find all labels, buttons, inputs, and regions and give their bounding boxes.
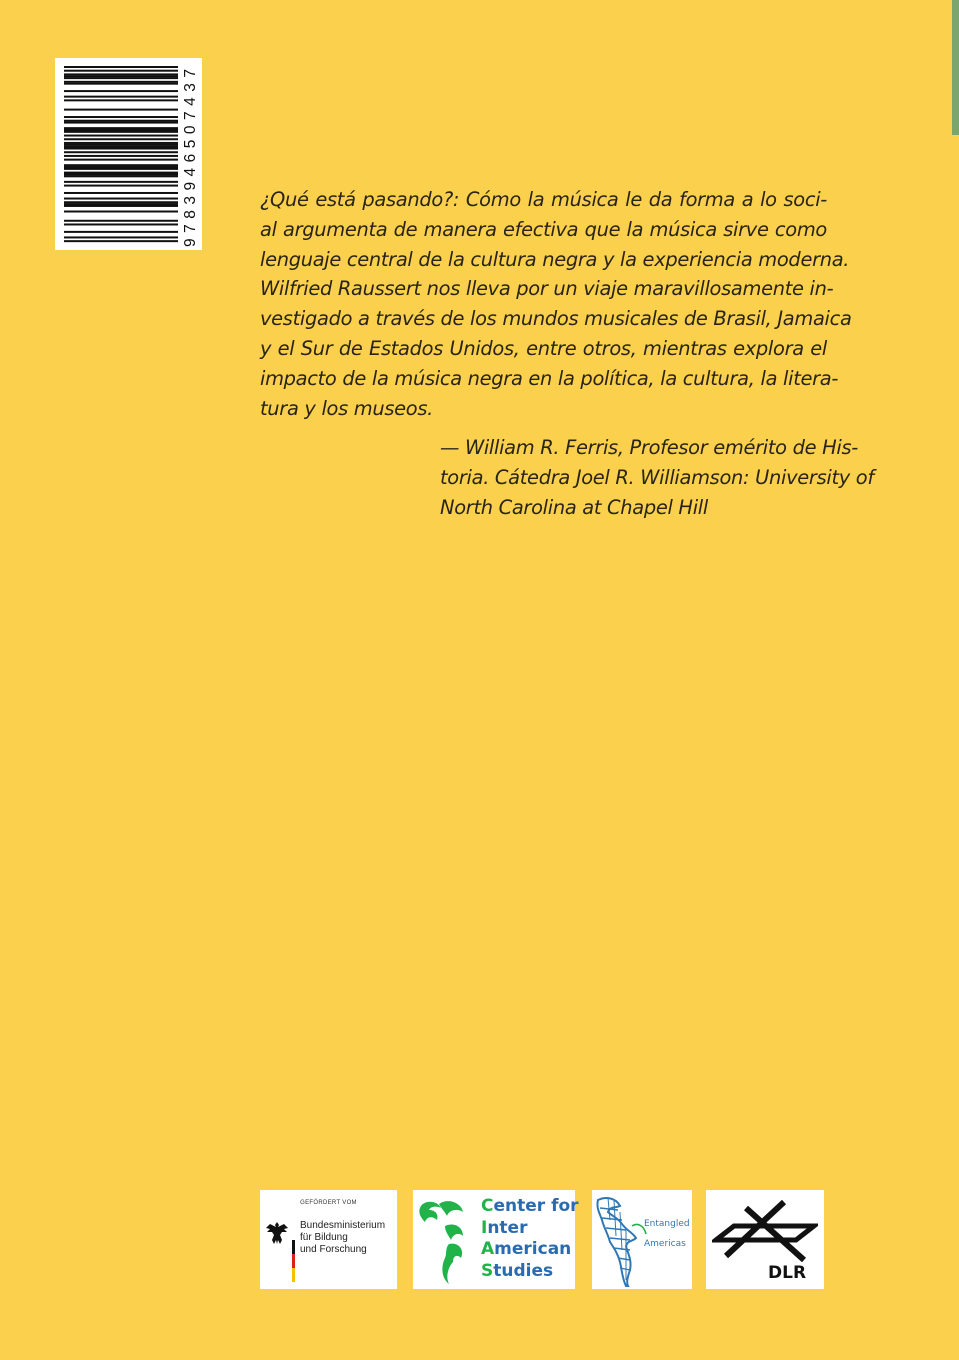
entangled-americas-logo (592, 1190, 692, 1289)
barcode-bar (64, 181, 178, 183)
barcode-bar (64, 159, 178, 161)
barcode-bar (64, 205, 178, 207)
barcode-bar (64, 164, 178, 166)
barcode-bar (64, 116, 178, 118)
barcode-bar (64, 172, 178, 174)
barcode-bar (64, 96, 178, 98)
spine-edge-tab (952, 0, 959, 135)
barcode-bar (64, 142, 178, 144)
cias-name-line (481, 1196, 579, 1218)
barcode-bar (64, 66, 178, 68)
attribution-line: toria. Cátedra Joel R. Williamson: University of (440, 465, 874, 489)
barcode-bar (64, 144, 178, 146)
bmbf-name-line: und Forschung (300, 1244, 367, 1255)
barcode-bar (64, 198, 178, 200)
barcode-bar (64, 99, 178, 101)
barcode-bar (64, 129, 178, 131)
blurb-attribution (440, 433, 874, 522)
blurb-line: al argumenta de manera efectiva que la música sirve como (260, 217, 827, 241)
blurb-line: lenguaje central de la cultura negra y la experiencia moderna. (260, 247, 850, 271)
cias-initial: S (481, 1260, 494, 1281)
back-cover-blurb (260, 185, 852, 423)
barcode-bar (64, 173, 178, 175)
barcode-bar (64, 75, 178, 77)
barcode-bar (64, 201, 178, 203)
barcode-bar (64, 135, 178, 137)
cias-initial: I (481, 1217, 488, 1238)
cias-word: nter (487, 1217, 528, 1238)
cias-logo (413, 1190, 579, 1289)
barcode-bar (64, 131, 178, 133)
blurb-line: vestigado a través de los mundos musicales de Brasil, Jamaica (260, 307, 852, 331)
bmbf-name-line: Bundesministerium (300, 1220, 386, 1231)
barcode-bar (64, 223, 178, 225)
cias-word: merican (494, 1239, 572, 1259)
cias-initial: C (481, 1196, 494, 1216)
cias-initial: A (481, 1239, 495, 1259)
bmbf-funded-by-label: GEFÖRDERT VOM (300, 1200, 357, 1206)
cias-name (481, 1196, 579, 1282)
barcode-bar (64, 240, 178, 242)
german-flag-stripe (292, 1240, 295, 1282)
blurb-line: y el Sur de Estados Unidos, entre otros, mientras explora el (260, 336, 827, 360)
barcode-bar (64, 81, 178, 83)
attribution-line: — William R. Ferris, Profesor emérito de His- (440, 436, 858, 459)
cias-name-line (481, 1218, 579, 1240)
barcode-bar (64, 192, 178, 194)
barcode-isbn-digits: 9783946507437 (182, 69, 199, 247)
cias-continent-mark-icon (415, 1196, 479, 1286)
barcode-bar (64, 138, 178, 140)
barcode-graphic (55, 58, 202, 250)
barcode-bar (64, 146, 178, 148)
barcode-bar (64, 83, 178, 85)
barcode-bar (64, 211, 178, 213)
barcode-bar (64, 77, 178, 79)
bmbf-logo (260, 1190, 397, 1289)
cias-word: enter for (493, 1196, 579, 1216)
dlr-label: DLR (768, 1263, 807, 1283)
ea-name-line: Entangled (644, 1219, 690, 1229)
barcode-bar (64, 155, 178, 157)
barcode-bar (64, 203, 178, 205)
barcode-bar (64, 122, 178, 124)
barcode-bar (64, 175, 178, 177)
attribution-line: North Carolina at Chapel Hill (440, 495, 708, 519)
bmbf-name (300, 1220, 385, 1256)
barcode-bar (64, 151, 178, 153)
isbn-barcode (55, 58, 202, 250)
cias-name-line (481, 1239, 579, 1261)
dlr-logo (706, 1190, 824, 1289)
barcode-bar (64, 73, 178, 75)
blurb-line: ¿Qué está pasando?: Cómo la música le da forma a lo soci- (260, 188, 827, 211)
cias-word: tudies (493, 1260, 554, 1281)
blurb-line: tura y los museos. (260, 396, 434, 420)
barcode-bar (64, 90, 178, 92)
barcode-bar (64, 120, 178, 122)
barcode-bar (64, 220, 178, 222)
barcode-bar (64, 236, 178, 238)
barcode-bar (64, 185, 178, 187)
federal-eagle-icon (265, 1220, 289, 1246)
barcode-bar (64, 166, 178, 168)
cias-name-line (481, 1261, 579, 1283)
barcode-bar (64, 70, 178, 72)
barcode-bar (64, 109, 178, 111)
bmbf-name-line: für Bildung (300, 1232, 348, 1243)
ea-name-line: Americas (644, 1239, 686, 1249)
barcode-bar (64, 168, 178, 170)
blurb-line: impacto de la música negra en la política, la cultura, la litera- (260, 366, 839, 390)
entangled-americas-name (644, 1214, 690, 1254)
barcode-bar (64, 148, 178, 150)
dlr-mark-icon (712, 1200, 818, 1262)
barcode-bar (64, 231, 178, 233)
blurb-line: Wilfried Raussert nos lleva por un viaje maravillosamente in- (260, 277, 834, 301)
barcode-bar (64, 127, 178, 129)
